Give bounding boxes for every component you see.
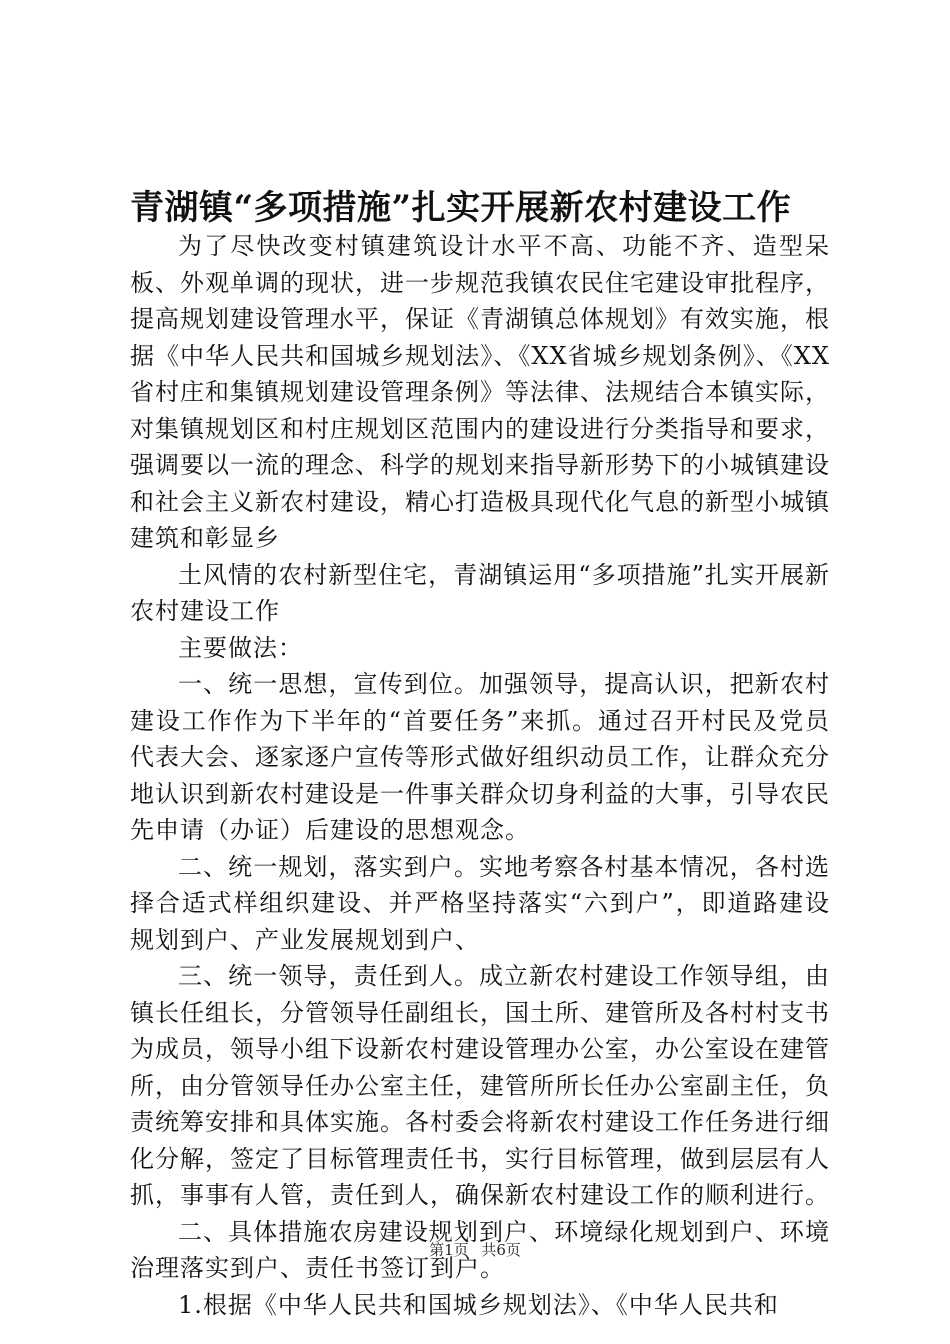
- page-total: 共6页: [481, 1241, 521, 1259]
- document-title: 青湖镇“多项措施”扎实开展新农村建设工作: [130, 188, 792, 228]
- paragraph-intro: 为了尽快改变村镇建筑设计水平不高、功能不齐、造型呆板、外观单调的现状，进一步规范我镇农民住宅建设审批程序，提高规划建设管理水平，保证《青湖镇总体规划》有效实施，根据《中华人民共和国城乡规划法》、《XX省城乡规划条例》、《XX省村庄和集镇规划建设管理条例》等法律、法规结合本镇实际，对集镇规划区和村庄规划区范围内的建设进行分类指导和要求，强调要以一流的理念、科学的规划来指导新形势下的小城镇建设和社会主义新农村建设，精心打造极具现代化气息的新型小城镇建筑和彰显乡: [130, 232, 830, 552]
- paragraph-item-1: 1.根据《中华人民共和国城乡规划法》、《中华人民共和: [178, 1290, 779, 1319]
- document-body: [130, 228, 830, 1323]
- page-number: 第1页: [429, 1241, 469, 1259]
- paragraph-main-methods-heading: 主要做法：: [178, 633, 303, 662]
- paragraph-unify-leadership: 三、统一领导，责任到人。成立新农村建设工作领导组，由镇长任组长，分管领导任副组长，国土所、建管所及各村村支书为成员，领导小组下设新农村建设管理办公室，办公室设在建管所，由分管领导任办公室主任，建管所所长任办公室副主任，负责统筹安排和具体实施。各村委会将新农村建设工作任务进行细化分解，签定了目标管理责任书，实行目标管理，做到层层有人抓，事事有人管，责任到人，确保新农村建设工作的顺利进行。: [130, 962, 830, 1209]
- page-footer: [0, 1240, 950, 1260]
- paragraph-unify-planning: 二、统一规划，落实到户。实地考察各村基本情况，各村选择合适式样组织建设、并严格坚持落实“六到户”，即道路建设规划到户、产业发展规划到户、: [130, 852, 830, 954]
- paragraph-unify-thinking: 一、统一思想，宣传到位。加强领导，提高认识，把新农村建设工作作为下半年的“首要任务”来抓。通过召开村民及党员代表大会、逐家逐户宣传等形式做好组织动员工作，让群众充分地认识到新农村建设是一件事关群众切身利益的大事，引导农民先申请（办证）后建设的思想观念。: [130, 670, 830, 844]
- paragraph-specific-measures: 二、具体措施农房建设规划到户、环境绿化规划到户、环境治理落实到户、责任书签订到户。: [130, 1217, 830, 1282]
- paragraph-intro-continued: 土风情的农村新型住宅，青湖镇运用“多项措施”扎实开展新农村建设工作: [130, 560, 830, 625]
